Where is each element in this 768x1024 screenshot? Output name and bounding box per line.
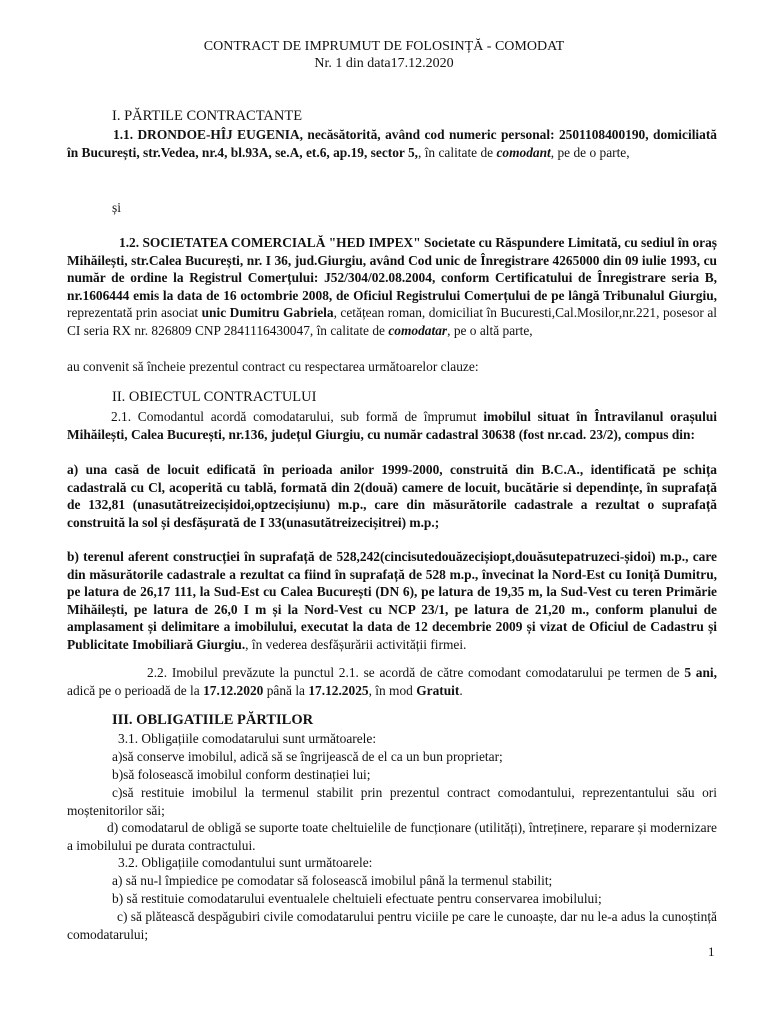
- party-2-text: reprezentată prin asociat: [67, 305, 202, 321]
- clause-2-1-property: imobilul situat în Întravilanul orașului Mihăilești, Calea București, nr.136, județul Giurgiu, cu număr cadastral 30638 (fost nr.cad. 23/2), compus din:: [67, 409, 717, 442]
- clause-2-1-a-text: a) una casă de locuit edificată în perioada anilor 1999-2000, construită din B.C.A., identificată pe schița cadastrală cu Cl, acoperită cu tablă, formată din 2(două) camere de locuit, bucătărie si dependințe, în suprafață de 132,81 (unasutătreizecișidoi,optzecișiunu) m.p., care din măsurătorile cadastrale a rezultat o suprafață construită la sol și desfășurată de I 33(unasutătreizecișitrei) m.p.;: [67, 462, 717, 530]
- clause-2-2-start-date: 17.12.2020: [203, 682, 264, 698]
- clause-2-2-end-date: 17.12.2025: [308, 682, 369, 698]
- party-2-paragraph: [67, 234, 717, 340]
- clause-2-1-b-text: b) terenul aferent construcției în suprafață de 528,242(cincisutedouăzecișiopt,douăsutepatruzeci-șidoi) m.p., care din măsurătorile cadastrale a rezultat ca fiind în suprafață de 528 m.p., învecinat la Nord-Est cu Ioniță Dumitru, pe latura de 26,17 111, la Sud-Est cu Calea București (DN 6), pe latura de 19,35 m, la Sud-Vest cu teren Primărie Mihăilești, pe latura de 26,0 I m și la Nord-Vest cu NCP 23/1, pe latura de 21,20 m., conform planului de amplasament și delimitare a imobilului, executat la data de 12 decembrie 2009 și vizat de Oficiul de Cadastru și Publicitate Imobiliară Giurgiu.: [67, 549, 717, 652]
- clause-2-2-text-2: adică pe o perioadă de la: [67, 682, 204, 698]
- party-2-representative: unic Dumitru Gabriela: [201, 305, 334, 321]
- section-3-heading: III. OBLIGATIILE PĂRTILOR: [112, 712, 314, 728]
- clause-3-2-b: b) să restituie comodatarului eventualele cheltuieli efectuate pentru conservarea imobilului;: [112, 891, 602, 906]
- clause-2-1-a: [67, 461, 717, 531]
- document-title: CONTRACT DE IMPRUMUT DE FOLOSINȚĂ - COMODAT: [203, 39, 565, 54]
- clause-2-1-text: 2.1. Comodantul acordă comodatarului, sub formă de împrumut: [111, 409, 484, 424]
- clause-3-1-d: d) comodatarul de obligă se suporte toate cheltuielile de funcționare (utilități), întreținere, reparare și modernizare a imobilului pe durata contractului.: [67, 820, 717, 853]
- clause-2-2-mode: Gratuit: [416, 682, 460, 698]
- clause-2-2-term: 5 ani,: [684, 665, 717, 680]
- clause-2-1: [67, 408, 717, 443]
- party-1-text: , în calitate de: [418, 144, 497, 160]
- document-subtitle: Nr. 1 din data17.12.2020: [314, 56, 454, 71]
- section-2-heading: II. OBIECTUL CONTRACTULUI: [112, 389, 317, 405]
- party-1-paragraph: [67, 126, 717, 161]
- conjunction: și: [112, 200, 121, 215]
- page-number: 1: [708, 944, 715, 959]
- party-1-text-end: , pe de o parte,: [550, 144, 630, 160]
- clause-2-1-b-end: , în vederea desfășurării activității firmei.: [245, 636, 467, 652]
- party-1-identity: 1.1. DRONDOE-HÎJ EUGENIA, necăsătorită, având cod numeric personal: 2501108400190, domiciliată în București, str.Vedea, nr.4, bl.93A, se.A, et.6, ap.19, sector 5,: [67, 127, 717, 160]
- clause-3-2-a: a) să nu-l împiedice pe comodatar să folosească imobilul până la termenul stabilit;: [112, 873, 553, 888]
- clause-3-1-b: b)să folosească imobilul conform destinației lui;: [112, 767, 371, 782]
- agreement-line: au convenit să încheie prezentul contract cu respectarea următoarelor clauze:: [67, 359, 479, 374]
- clause-3-1: 3.1. Obligațiile comodatarului sunt următoarele:: [118, 731, 377, 746]
- clause-2-2-end: .: [459, 682, 463, 698]
- clause-2-1-b: [67, 548, 717, 654]
- clause-3-1-c: c)să restituie imobilul la termenul stabilit prin prezentul contract comodantului, reprezentantului său ori moștenitorilor săi;: [67, 785, 717, 818]
- party-2-text-2: , cetățean roman, domiciliat în Bucuresti,Cal.Mosilor,nr.221, posesor al CI seria RX nr. 826809 CNP 2841116430047, în calitate de: [67, 305, 717, 338]
- clause-3-1-a: a)să conserve imobilul, adică să se îngrijească de el ca un bun proprietar;: [112, 749, 503, 764]
- party-2-role: comodatar: [388, 322, 448, 338]
- clause-2-2-text: 2.2. Imobilul prevăzute la punctul 2.1. se acordă de către comodant comodatarului pe termen de: [147, 665, 685, 680]
- clause-2-2-text-4: , în mod: [368, 682, 417, 698]
- party-2-identity: 1.2. SOCIETATEA COMERCIALĂ "HED IMPEX" Societate cu Răspundere Limitată, cu sediul în oraș Mihăilești, str.Calea București, nr. I 36, jud.Giurgiu, având Cod unic de Înregistrare 4265000 din 09 iulie 1993, cu număr de ordine la Registrul Comerțului: J52/304/02.08.2004, conform Certificatului de Înregistrare seria B, nr.1606444 emis la data de 16 octombrie 2008, de Oficiul Registrului Comerțului de pe lângă Tribunalul Giurgiu,: [67, 235, 717, 303]
- clause-2-2: [67, 664, 717, 699]
- party-2-text-end: , pe o altă parte,: [447, 322, 533, 338]
- clause-3-2-c: c) să plătească despăgubiri civile comodatarului pentru viciile pe care le cunoaște, dar nu le-a adus la cunoștință comodatarului;: [67, 909, 717, 942]
- clause-3-2: 3.2. Obligațiile comodantului sunt următoarele:: [118, 855, 373, 870]
- party-1-role: comodant: [496, 144, 551, 160]
- section-1-heading: I. PĂRTILE CONTRACTANTE: [112, 108, 303, 124]
- clause-2-2-text-3: până la: [263, 682, 309, 698]
